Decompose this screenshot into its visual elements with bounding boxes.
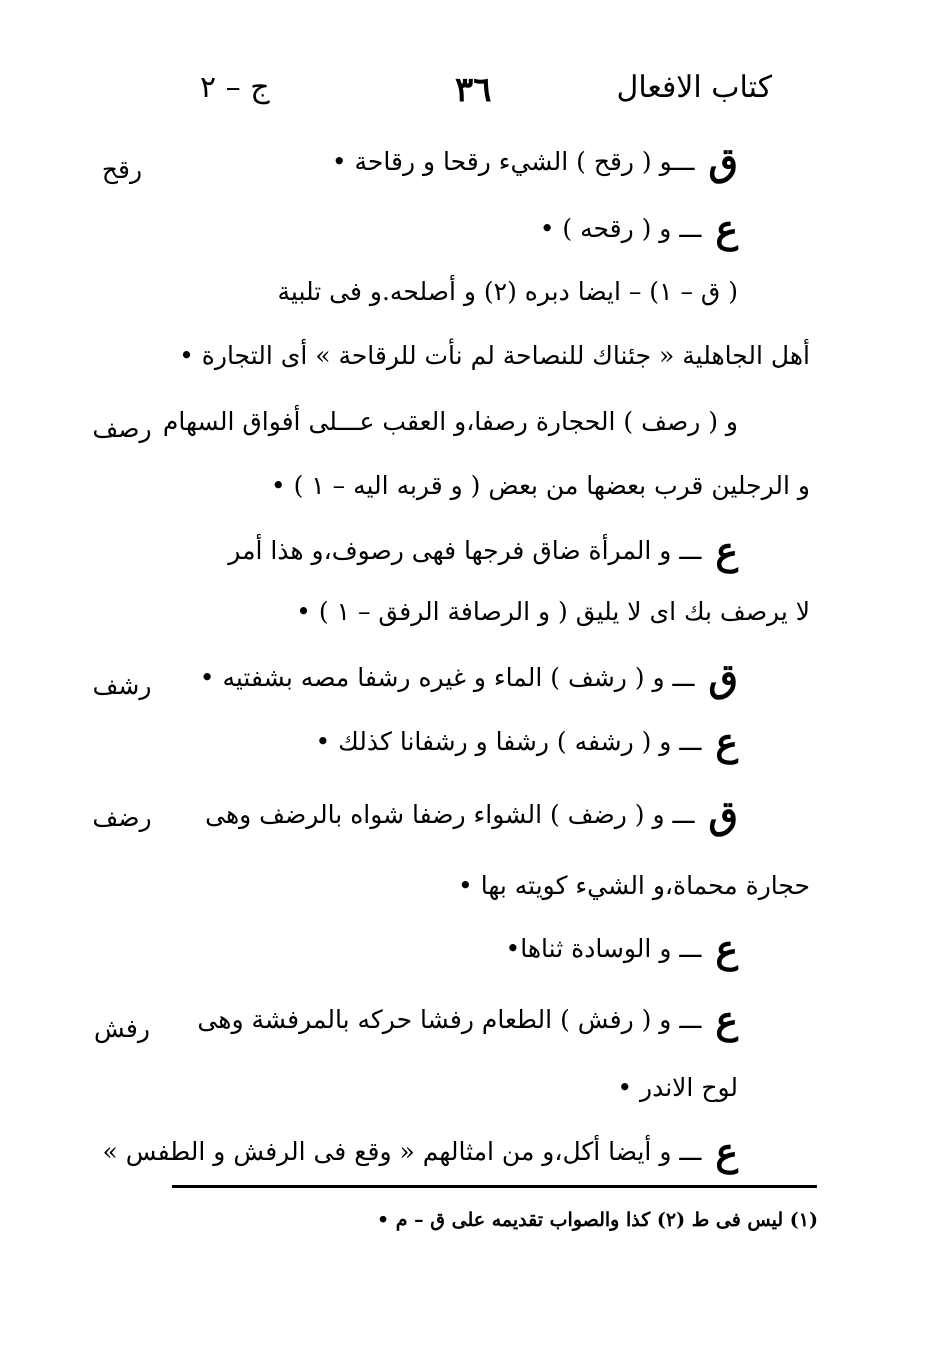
source-marker: ع bbox=[715, 926, 738, 971]
entry-line bbox=[179, 332, 810, 380]
entry-line bbox=[200, 654, 738, 702]
line-text: ـــو ( رقح ) الشيء رقحا و رقاحة • bbox=[331, 147, 695, 176]
entry-line bbox=[332, 138, 738, 186]
source-marker: ع bbox=[715, 528, 738, 573]
page-number: ٣٦ bbox=[455, 70, 492, 110]
book-title: كتاب الافعال bbox=[616, 70, 772, 105]
line-text: ـــ و الوسادة ثناها• bbox=[505, 934, 702, 963]
line-text: و الرجلين قرب بعضها من بعض ( و قربه اليه – ١ ) • bbox=[270, 471, 810, 500]
line-text: أهل الجاهلية « جئناك للنصاحة لم نأت للرقاحة » أى التجارة • bbox=[179, 341, 810, 370]
line-text: لا يرصف بك اى لا يليق ( و الرصافة الرفق – ١ ) • bbox=[296, 597, 810, 626]
entry-line bbox=[271, 462, 810, 510]
margin-root-raqaha: رقح bbox=[101, 155, 143, 184]
margin-root-rafasha: رفش bbox=[94, 1014, 150, 1043]
line-text: ـــ و ( رشفه ) رشفا و رشفانا كذلك • bbox=[315, 727, 702, 756]
entry-line bbox=[197, 996, 738, 1044]
volume-label: ج – ٢ bbox=[200, 70, 270, 105]
entry-line bbox=[278, 268, 739, 316]
line-text: ـــ و أيضا أكل،و من امثالهم « وقع فى الرفش و الطفس » bbox=[102, 1137, 702, 1166]
entry-line bbox=[617, 1064, 738, 1112]
source-marker: ع bbox=[715, 719, 738, 764]
entry-line bbox=[458, 862, 810, 910]
line-text: حجارة محماة،و الشيء كويته بها • bbox=[458, 871, 810, 900]
line-text: و ( رصف ) الحجارة رصفا،و العقب عـــلى أفواق السهام bbox=[162, 407, 738, 436]
entry-line bbox=[296, 588, 810, 636]
line-text: لوح الاندر • bbox=[617, 1073, 738, 1102]
line-text: ـــ و المرأة ضاق فرجها فهى رصوف،و هذا أمر bbox=[228, 536, 702, 565]
line-text: ـــ و ( رقحه ) • bbox=[539, 214, 702, 243]
line-text: ( ق – ١) – ايضا دبره (٢) و أصلحه.و فى تلبية bbox=[277, 277, 738, 306]
page-header bbox=[0, 70, 928, 120]
line-text: ـــ و ( رشف ) الماء و غيره رشفا مصه بشفتيه • bbox=[199, 663, 695, 692]
entry-line bbox=[205, 791, 738, 839]
source-marker: ع bbox=[715, 1129, 738, 1174]
source-marker: ع bbox=[715, 206, 738, 251]
line-text: ـــ و ( رضف ) الشواء رضفا شواه بالرضف وهى bbox=[205, 800, 695, 829]
entry-line bbox=[103, 1128, 738, 1176]
source-marker: ق bbox=[708, 655, 738, 700]
entry-line bbox=[505, 925, 738, 973]
source-marker: ق bbox=[708, 792, 738, 837]
footnote-separator bbox=[172, 1185, 817, 1188]
entry-line bbox=[163, 398, 738, 446]
source-marker: ق bbox=[708, 139, 738, 184]
margin-root-radafa: رضف bbox=[92, 803, 152, 832]
margin-root-rashafa: رشف bbox=[92, 671, 152, 700]
footnote: (١) ليس فى ط (٢) كذا والصواب تقديمه على ق – م • bbox=[377, 1209, 818, 1231]
source-marker: ع bbox=[715, 997, 738, 1042]
entry-line bbox=[540, 205, 738, 253]
entry-line bbox=[315, 718, 738, 766]
entry-line bbox=[228, 527, 738, 575]
margin-root-rasafa: رصف bbox=[92, 414, 152, 443]
line-text: ـــ و ( رفش ) الطعام رفشا حركه بالمرفشة وهى bbox=[197, 1005, 702, 1034]
